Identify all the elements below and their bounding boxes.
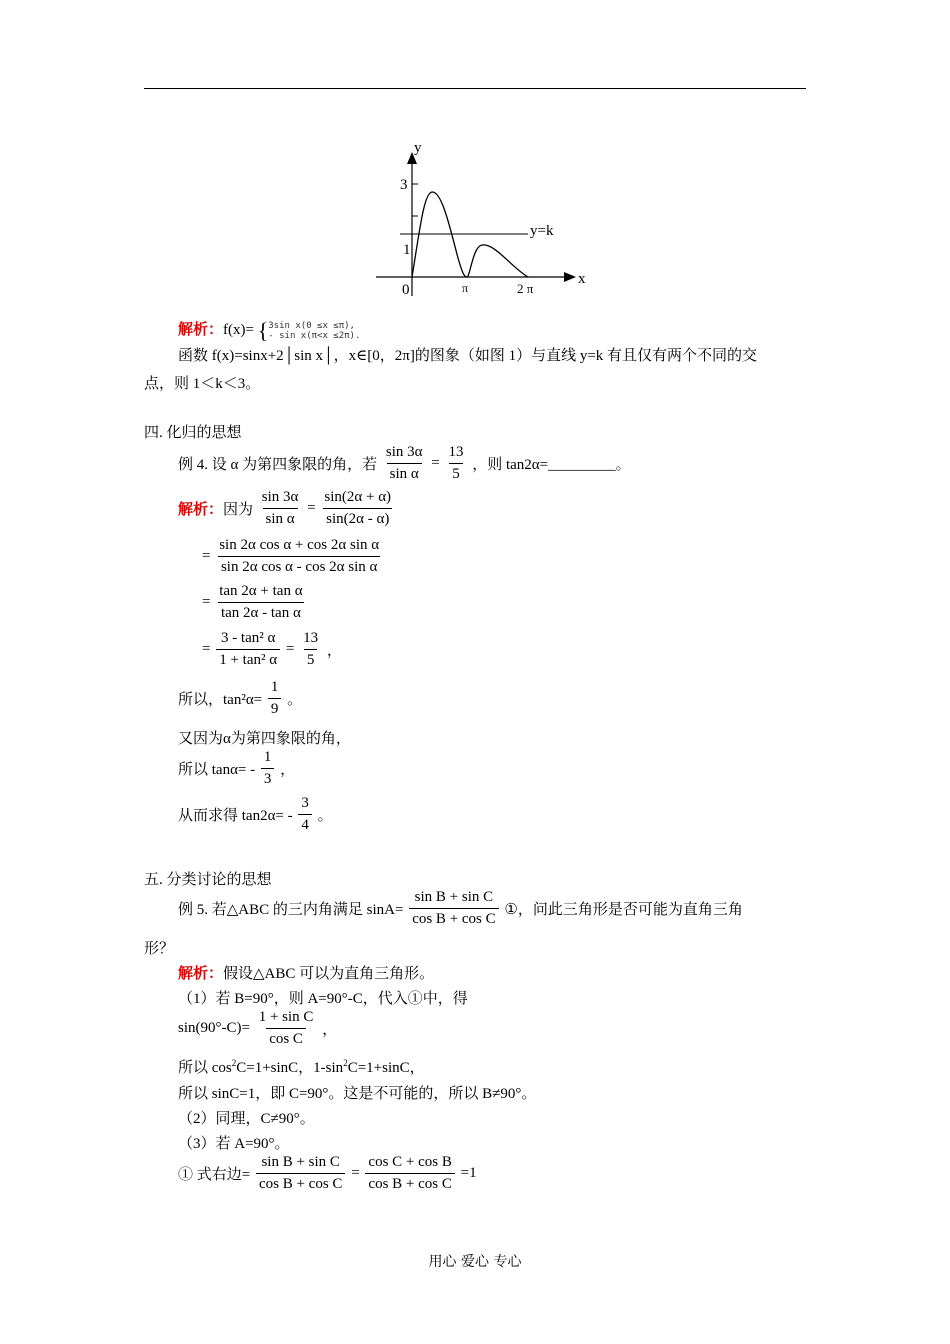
fraction: $\frac{\sin 3\alpha}{\text{sin α}}$: [383, 442, 426, 485]
fraction: $\frac{\text{1 + sin C}}{\text{cos C}}$: [256, 1007, 317, 1050]
case-3: （3）若 A=90°。: [178, 1136, 290, 1152]
line-label: y=k: [530, 223, 554, 239]
fraction: $\frac{13}{5}$: [445, 442, 466, 485]
example-text: ，则 tan2α=_________。: [472, 457, 631, 473]
brace: {: [257, 317, 269, 343]
analysis-label: 解析：: [178, 966, 224, 982]
fraction: $\frac{\sin 3\alpha}{\text{sin α}}$: [259, 487, 302, 530]
fraction: $\frac{\sin(2\alpha + \alpha)}{\sin(2\alpha - \alpha)}$: [321, 487, 394, 530]
example-text: 例 4. 设 α 为第四象限的角，若: [178, 457, 378, 473]
fraction: $\frac{\text{sin 2α cos α + cos 2α sin α}}{\text{sin 2α cos α - cos 2α sin α}}$: [216, 535, 382, 578]
x-axis-label: x: [578, 271, 586, 287]
tick-2pi-label: 2 π: [517, 281, 534, 296]
solution-result: 从而求得 tan2α= - $\frac{3}{4}$ 。: [178, 793, 333, 836]
header-rule: [144, 88, 806, 89]
fraction: $\frac{\text{cos C + cos B}}{\text{cos B + cos C}}$: [365, 1152, 454, 1195]
paragraph-line: 点，则 1＜k＜3。: [144, 376, 261, 392]
example-5: 例 5. 若△ABC 的三内角满足 sinA= $\frac{\text{sin B + sin C}}{\text{cos B + cos C}}$ ①，问此三角形是否可能为直角三角: [178, 887, 743, 930]
solution-step-3: = $\frac{\text{tan 2α + tan α}}{\text{tan 2α - tan α}}$: [202, 581, 308, 624]
solution-step-2: = $\frac{\text{sin 2α cos α + cos 2α sin α}}{\text{sin 2α cos α - cos 2α sin α}}$: [202, 535, 384, 578]
case-1: （1）若 B=90°，则 A=90°-C，代入①中，得: [178, 991, 468, 1007]
case-1-step: 所以 $\cos^2C=1+\sin C$，$1-\sin^2C=1+\sin C$，: [178, 1058, 425, 1076]
tick-pi-label: π: [462, 281, 469, 295]
analysis-label: 解析：: [178, 502, 224, 518]
fraction: $\frac{13}{5}$: [300, 628, 321, 671]
section-heading: 五. 分类讨论的思想: [144, 872, 272, 888]
analysis-label: 解析：: [178, 322, 224, 338]
tick-3-label: 3: [400, 177, 408, 193]
solution-step-1: 解析：因为 $\frac{\sin 3\alpha}{\text{sin α}}$ = $\frac{\sin(2\alpha + \alpha)}{\sin(2\alpha - \alpha)}$: [178, 487, 396, 530]
f-prefix: f(x)=: [223, 322, 254, 338]
solution-tan: 所以 tanα= - $\frac{1}{3}$ ，: [178, 747, 295, 790]
solution-step-4: = $\frac{\text{3 - tan² α}}{\text{1 + tan² α}}$ = $\frac{13}{5}$ ，: [202, 628, 342, 671]
case-3-equation: ① 式右边= $\frac{\text{sin B + sin C}}{\text{cos B + cos C}}$ = $\frac{\text{cos C + cos B}}{\text{cos B + cos C}}$ =1: [178, 1152, 477, 1195]
analysis-piecewise: [178, 318, 360, 341]
fraction: $\frac{\text{3 - tan² α}}{\text{1 + tan² α}}$: [216, 628, 280, 671]
section-heading: 四. 化归的思想: [144, 425, 242, 441]
solution-5: 解析：假设△ABC 可以为直角三角形。: [178, 966, 435, 982]
solution-tan-squared: 所以，tan²α= $\frac{1}{9}$ 。: [178, 677, 302, 720]
fraction: $\frac{\text{sin B + sin C}}{\text{cos B + cos C}}$: [409, 887, 498, 930]
fraction: $\frac{1}{9}$: [268, 677, 282, 720]
fraction: $\frac{1}{3}$: [261, 747, 275, 790]
paragraph-line: 又因为α为第四象限的角，: [178, 731, 351, 747]
tick-1-label: 1: [403, 242, 411, 258]
piece-2: - sin x(π<x ≤2π).: [268, 330, 361, 341]
fraction: $\frac{\text{tan 2α + tan α}}{\text{tan 2α - tan α}}$: [216, 581, 305, 624]
paragraph-line: 形？: [144, 941, 175, 957]
page-footer: 用心 爱心 专心: [428, 1254, 522, 1270]
function-graph: [370, 138, 600, 303]
case-1-conclusion: 所以 sinC=1，即 C=90°。这是不可能的，所以 B≠90°。: [178, 1086, 537, 1102]
x-axis-arrow: [564, 272, 576, 282]
case-1-equation: sin(90°-C)= $\frac{\text{1 + sin C}}{\text{cos C}}$ ，: [178, 1007, 337, 1050]
fraction: $\frac{\text{sin B + sin C}}{\text{cos B + cos C}}$: [256, 1152, 345, 1195]
fraction: $\frac{3}{4}$: [298, 793, 312, 836]
case-2: （2）同理，C≠90°。: [178, 1111, 315, 1127]
example-4: 例 4. 设 α 为第四象限的角，若 $\frac{\sin 3\alpha}{\text{sin α}}$ = $\frac{13}{5}$ ，则 tan2α=_________。: [178, 442, 631, 485]
paragraph-line: 函数 f(x)=sinx+2│sin x│，x∈[0，2π]的图象（如图 1）与直线 y=k 有且仅有两个不同的交: [178, 348, 758, 364]
y-axis-label: y: [414, 140, 422, 156]
piece-1: 3sin x(0 ≤x ≤π),: [268, 320, 355, 331]
origin-label: 0: [402, 282, 410, 298]
